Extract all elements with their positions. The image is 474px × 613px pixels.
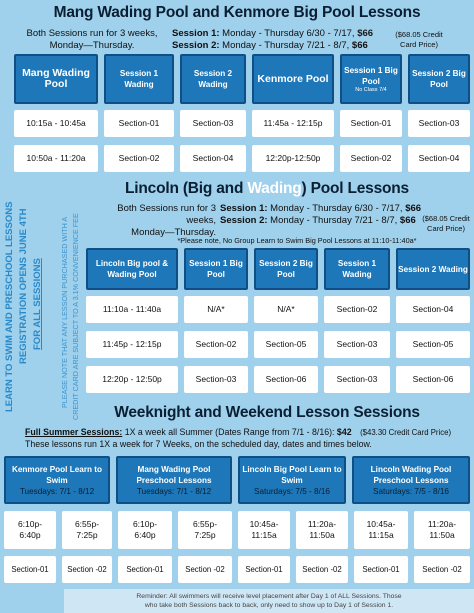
section1-cell: Section-01 (104, 110, 174, 137)
section3-header-2 (238, 456, 346, 504)
section1-cell: Section-02 (104, 145, 174, 172)
section1-cell: 12:20p-12:50p (252, 145, 334, 172)
section2-cell: 12:20p - 12:50p (86, 366, 178, 393)
section2-info-line1: Both Sessions run for 3 weeks, (117, 203, 216, 226)
section1-session2 (172, 40, 373, 52)
s2-session2-price: $66 (399, 215, 416, 226)
section2-cell: Section-05 (396, 331, 470, 358)
section1-header-label: Kenmore Pool (257, 72, 329, 85)
section2-session1 (220, 203, 421, 215)
s2-session1-dates: Monday - Thursday 6/30 - 7/17, (267, 203, 406, 214)
section2-cell: Section-04 (396, 296, 470, 323)
section2-header-3 (324, 248, 390, 290)
section1-cell: Section-03 (408, 110, 470, 137)
section2-header-label: Session 2 Big Pool (259, 259, 313, 279)
section3-time: 6:55p- 7:25p (178, 511, 232, 549)
section1-header-label: Session 1 Wading (119, 69, 159, 89)
section1-session1 (172, 28, 373, 40)
section2-cell: N/A* (184, 296, 248, 323)
full-summer-label: Full Summer Sessions: (25, 427, 123, 437)
footer-line2: who take both Sessions back to back, only need to show up to Day 1 of Session 1. (144, 602, 394, 609)
session2-dates: Monday - Thursday 7/21 - 8/7, (219, 40, 352, 51)
section2-cell: Section-06 (254, 366, 318, 393)
section2-sessions (220, 203, 421, 227)
section1-cell: 10:15a - 10:45a (14, 110, 98, 137)
section2-info-line2: Monday—Thursday. (131, 227, 216, 238)
section2-cell: Section-06 (396, 366, 470, 393)
section2-title-part1: Lincoln (Big and (125, 180, 248, 197)
section1-cell: 10:50a - 11:20a (14, 145, 98, 172)
full-summer-price: $42 (336, 427, 352, 437)
section2-title-part3: ) Pool Lessons (301, 180, 409, 197)
section1-header-label: Session 2 Wading (193, 69, 233, 89)
section3-section: Section -02 (178, 556, 232, 583)
section2-header-0 (86, 248, 178, 290)
section1-header-2 (180, 54, 246, 104)
section2-header-4 (396, 248, 470, 290)
section3-header-days: Saturdays: 7/5 - 8/16 (372, 486, 449, 496)
section2-title-wading: Wading (247, 180, 302, 197)
section3-header-label: Mang Wading Pool Preschool Lessons (136, 464, 212, 485)
section3-header-label: Lincoln Big Pool Learn to Swim (242, 464, 342, 485)
section1-header-0 (14, 54, 98, 104)
section1-sessions (172, 28, 373, 52)
section2-header-label: Session 1 Big Pool (189, 259, 243, 279)
section2-header-label: Session 1 Wading (337, 259, 377, 279)
section3-time: 11:20a- 11:50a (296, 511, 348, 549)
section2-note: *Please note, No Group Learn to Swim Big Pool Lessons at 11:10-11:40a* (177, 236, 417, 245)
section2-header-label: Lincoln Big pool & Wading Pool (95, 259, 169, 279)
section2-title (60, 180, 474, 198)
full-summer-text: 1X a week all Summer (Dates Range from 7/1 - 8/16): (122, 427, 337, 437)
section1-header-5 (408, 54, 470, 104)
section3-header-label: Lincoln Wading Pool Preschool Lessons (370, 464, 452, 485)
s2-session1-label: Session 1: (220, 203, 268, 214)
sidebar-line3: FOR ALL SESSIONS (32, 258, 43, 350)
section2-cell: N/A* (254, 296, 318, 323)
section1-header-label: Session 2 Big Pool (412, 69, 466, 89)
section1-cell: Section-04 (408, 145, 470, 172)
section1-header-1 (104, 54, 174, 104)
s2-session2-dates: Monday - Thursday 7/21 - 8/7, (267, 215, 400, 226)
sidebar-fee-note1: PLEASE NOTE THAT ANY LESSON PURCHASED WITH A (60, 216, 69, 408)
section2-cell: Section-02 (324, 296, 390, 323)
section3-header-1 (116, 456, 232, 504)
section2-header-2 (254, 248, 318, 290)
section3-header-days: Tuesdays: 7/1 - 8/12 (19, 486, 95, 496)
section1-info-line1: Both Sessions run for 3 weeks, (26, 28, 158, 39)
session1-price: $66 (357, 28, 374, 39)
section1-cell: Section-02 (340, 145, 402, 172)
section3-time: 6:10p- 6:40p (118, 511, 172, 549)
section3-time: 6:10p- 6:40p (4, 511, 56, 549)
session1-label: Session 1: (172, 28, 220, 39)
section1-cell: 11:45a - 12:15p (252, 110, 334, 137)
section3-section: Section-01 (4, 556, 56, 583)
section3-section: Section -02 (414, 556, 470, 583)
section3-section: Section-01 (238, 556, 290, 583)
section2-header-1 (184, 248, 248, 290)
section3-section: Section -02 (296, 556, 348, 583)
section2-cell: Section-03 (324, 331, 390, 358)
section3-time: 11:20a- 11:50a (414, 511, 470, 549)
section2-cell: 11:10a - 11:40a (86, 296, 178, 323)
footer-line1: Reminder: All swimmers will receive level placement after Day 1 of ALL Sessions. Those (136, 593, 402, 600)
section2-info (86, 203, 216, 239)
section2-cell: Section-05 (254, 331, 318, 358)
section3-title: Weeknight and Weekend Lesson Sessions (114, 404, 420, 421)
s2-session2-label: Session 2: (220, 215, 268, 226)
section1-credit-note: ($68.05 Credit Card Price) (395, 30, 443, 49)
section3-section: Section -02 (62, 556, 112, 583)
full-summer-credit: ($43.30 Credit Card Price) (360, 428, 452, 437)
section1-header-sub: No Class 7/4 (355, 86, 387, 93)
section1-title: Mang Wading Pool and Kenmore Big Pool Lessons (53, 4, 421, 21)
session1-dates: Monday - Thursday 6/30 - 7/17, (219, 28, 358, 39)
section1-cell: Section-04 (180, 145, 246, 172)
session2-price: $66 (351, 40, 368, 51)
section2-cell: 11:45p - 12:15p (86, 331, 178, 358)
section3-time: 6:55p- 7:25p (62, 511, 112, 549)
section3-full-summer (25, 427, 474, 438)
section3-subline: These lessons run 1X a week for 7 Weeks, on the scheduled day, dates and times below. (25, 439, 372, 449)
section3-section: Section-01 (118, 556, 172, 583)
section1-cell: Section-03 (180, 110, 246, 137)
section3-header-label: Kenmore Pool Learn to Swim (11, 464, 103, 485)
s2-session1-price: $66 (405, 203, 422, 214)
section3-time: 10:45a- 11:15a (238, 511, 290, 549)
footer-reminder (64, 589, 474, 613)
section3-header-days: Saturdays: 7/5 - 8/16 (253, 486, 330, 496)
section1-header-3 (252, 54, 334, 104)
section1-header-4 (340, 54, 402, 104)
sidebar-line1: LEARN TO SWIM AND PRESCHOOL LESSONS (4, 201, 15, 412)
section3-header-3 (352, 456, 470, 504)
section1-header-label: Session 1 Big Pool (344, 65, 398, 86)
section2-cell: Section-03 (184, 366, 248, 393)
section2-cell: Section-03 (324, 366, 390, 393)
section2-cell: Section-02 (184, 331, 248, 358)
section1-info (22, 28, 162, 52)
section3-time: 10:45a- 11:15a (354, 511, 408, 549)
section3-header-days: Tuesdays: 7/1 - 8/12 (136, 486, 212, 496)
section3-header-0 (4, 456, 110, 504)
section1-cell: Section-01 (340, 110, 402, 137)
section1-header-label: Mang Wading Pool (22, 67, 90, 90)
session2-label: Session 2: (172, 40, 220, 51)
section1-info-line2: Monday—Thursday. (49, 40, 135, 51)
section2-header-label: Session 2 Wading (398, 264, 468, 274)
sidebar-fee-note2: CREDIT CARD ARE SUBJECT TO A 3.1% CONVENIENCE FEE (71, 213, 80, 420)
section3-section: Section-01 (354, 556, 408, 583)
sidebar-line2: REGISTRATION OPENS JUNE 4TH (18, 208, 29, 364)
section2-credit-note: ($68.05 Credit Card Price) (422, 214, 470, 233)
section2-session2 (220, 215, 421, 227)
